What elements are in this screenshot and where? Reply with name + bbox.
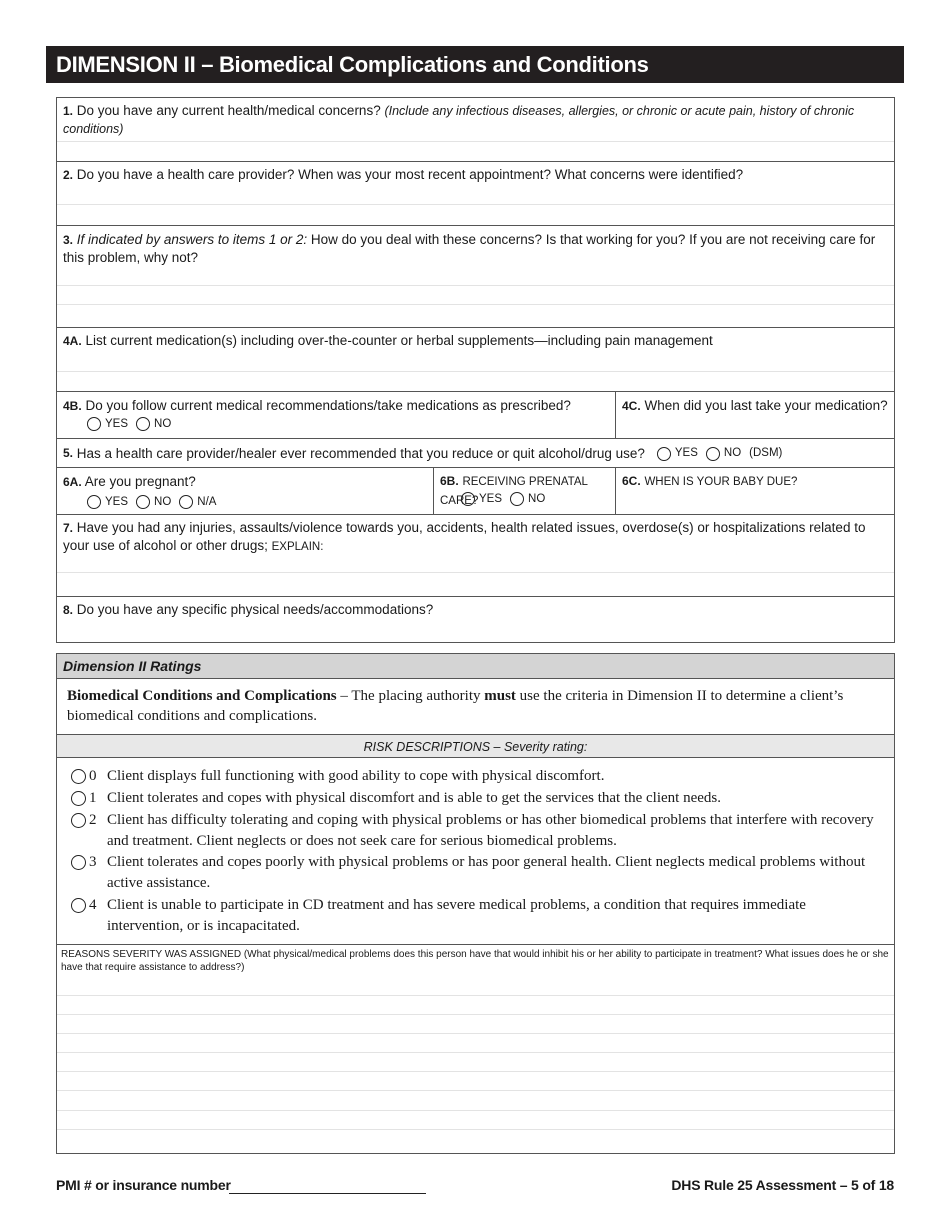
question-4b-cell bbox=[57, 392, 616, 438]
question-2: 2. Do you have a health care provider? When was your most recent appointment? What concerns were identified? bbox=[63, 167, 744, 182]
reasons-label: REASONS SEVERITY WAS ASSIGNED (What physical/medical problems does this person have that would inhibit his or her ability to participate in treatment? What issues does he or she have that require assistance to address?) bbox=[61, 949, 889, 973]
radio-circle-icon bbox=[71, 791, 86, 806]
radio-circle-icon bbox=[179, 495, 193, 509]
answer-line bbox=[57, 285, 894, 286]
radio-circle-icon bbox=[87, 417, 101, 431]
radio-6b-yes[interactable]: YES bbox=[461, 492, 502, 506]
radio-4b-yes[interactable]: YES bbox=[87, 417, 128, 431]
severity-option-3[interactable]: 3 Client tolerates and copes poorly with physical problems or has poor general health. Client neglects medical problems without active assistance. bbox=[71, 852, 884, 894]
question-6a: 6A. Are you pregnant? bbox=[63, 474, 196, 489]
question-3-box bbox=[56, 225, 895, 328]
radio-circle-icon bbox=[461, 492, 475, 506]
radio-circle-icon bbox=[71, 855, 86, 870]
question-4a-box bbox=[56, 327, 895, 392]
answer-line bbox=[57, 1129, 894, 1130]
answer-line bbox=[57, 1071, 894, 1072]
section-title: DIMENSION II – Biomedical Complications and Conditions bbox=[46, 46, 904, 83]
radio-circle-icon bbox=[706, 447, 720, 461]
radio-4b-no[interactable]: NO bbox=[136, 417, 171, 431]
answer-line bbox=[57, 1052, 894, 1053]
risk-descriptions-header: RISK DESCRIPTIONS – Severity rating: bbox=[57, 734, 894, 758]
dimension-ratings-box bbox=[56, 653, 895, 1154]
answer-line bbox=[57, 371, 894, 372]
severity-option-1[interactable]: 1 Client tolerates and copes with physical discomfort and is able to get the services that the client needs. bbox=[71, 788, 884, 809]
answer-line bbox=[57, 204, 894, 205]
divider bbox=[57, 944, 894, 945]
severity-option-4[interactable]: 4 Client is unable to participate in CD treatment and has severe medical problems, a condition that requires immediate intervention, or is incapacitated. bbox=[71, 895, 884, 937]
question-7-box bbox=[56, 514, 895, 597]
question-7: 7. Have you had any injuries, assaults/violence towards you, accidents, health related issues, overdose(s) or hospitalizations related to your use of alcohol or other drugs; EXPLAIN: bbox=[63, 520, 866, 553]
radio-circle-icon bbox=[510, 492, 524, 506]
radio-6b-no[interactable]: NO bbox=[510, 492, 545, 506]
answer-line bbox=[57, 141, 894, 142]
severity-option-0[interactable]: 0 Client displays full functioning with good ability to cope with physical discomfort. bbox=[71, 766, 884, 787]
answer-line bbox=[57, 1033, 894, 1034]
question-4c: 4C. When did you last take your medication? bbox=[622, 398, 888, 413]
question-6b-cell bbox=[434, 468, 616, 514]
radio-circle-icon bbox=[71, 769, 86, 784]
answer-line bbox=[57, 1014, 894, 1015]
page-footer: DHS Rule 25 Assessment – 5 of 18 bbox=[671, 1177, 894, 1193]
radio-6a-na[interactable]: N/A bbox=[179, 495, 216, 509]
question-8: 8. Do you have any specific physical needs/accommodations? bbox=[63, 602, 434, 617]
radio-circle-icon bbox=[87, 495, 101, 509]
radio-circle-icon bbox=[136, 495, 150, 509]
radio-5-no[interactable]: NO bbox=[706, 445, 741, 462]
ratings-title: Dimension II Ratings bbox=[57, 654, 894, 679]
radio-6a-no[interactable]: NO bbox=[136, 495, 171, 509]
question-2-box bbox=[56, 161, 895, 226]
question-6b: 6B. RECEIVING PRENATAL CARE? bbox=[440, 474, 588, 507]
question-6-box bbox=[56, 467, 895, 515]
pmi-label: PMI # or insurance number bbox=[56, 1177, 231, 1193]
answer-line bbox=[57, 304, 894, 305]
question-4b-options bbox=[87, 417, 179, 431]
question-5-box bbox=[56, 438, 895, 468]
answer-line bbox=[57, 1090, 894, 1091]
radio-5-yes[interactable]: YES bbox=[657, 445, 698, 462]
answer-line bbox=[57, 1110, 894, 1111]
question-1: 1. Do you have any current health/medical concerns? (Include any infectious diseases, allergies, or chronic or acute pain, history of chronic conditions) bbox=[63, 103, 855, 136]
question-6c: 6C. WHEN IS YOUR BABY DUE? bbox=[622, 474, 798, 488]
radio-circle-icon bbox=[657, 447, 671, 461]
radio-circle-icon bbox=[71, 813, 86, 828]
ratings-intro: Biomedical Conditions and Complications – The placing authority must use the criteria in Dimension II to determine a client’s biomedical conditions and complications. bbox=[67, 688, 844, 724]
question-5: 5. Has a health care provider/healer ever recommended that you reduce or quit alcohol/drug use? YES NO (DSM) bbox=[63, 446, 783, 461]
question-1-box bbox=[56, 97, 895, 162]
question-4b: 4B. Do you follow current medical recommendations/take medications as prescribed? bbox=[63, 398, 571, 413]
answer-line bbox=[57, 572, 894, 573]
question-6a-cell bbox=[57, 468, 434, 514]
answer-line bbox=[57, 995, 894, 996]
radio-6a-yes[interactable]: YES bbox=[87, 495, 128, 509]
question-8-box bbox=[56, 596, 895, 643]
severity-option-2[interactable]: 2 Client has difficulty tolerating and coping with physical problems or has other biomedical problems that interfere with recovery and treatment. Client neglects or does not seek care for serious biomedical problems. bbox=[71, 810, 884, 852]
question-3: 3. If indicated by answers to items 1 or 2: How do you deal with these concerns? Is that working for you? If you are not receiving care for this problem, why not? bbox=[63, 232, 876, 265]
question-4a: 4A. List current medication(s) including over-the-counter or herbal supplements—including pain management bbox=[63, 333, 713, 348]
question-6a-options bbox=[87, 495, 224, 509]
question-6b-options bbox=[461, 492, 553, 506]
question-4b-4c-box bbox=[56, 391, 895, 439]
pmi-input-line[interactable] bbox=[229, 1193, 426, 1194]
radio-circle-icon bbox=[71, 898, 86, 913]
radio-circle-icon bbox=[136, 417, 150, 431]
